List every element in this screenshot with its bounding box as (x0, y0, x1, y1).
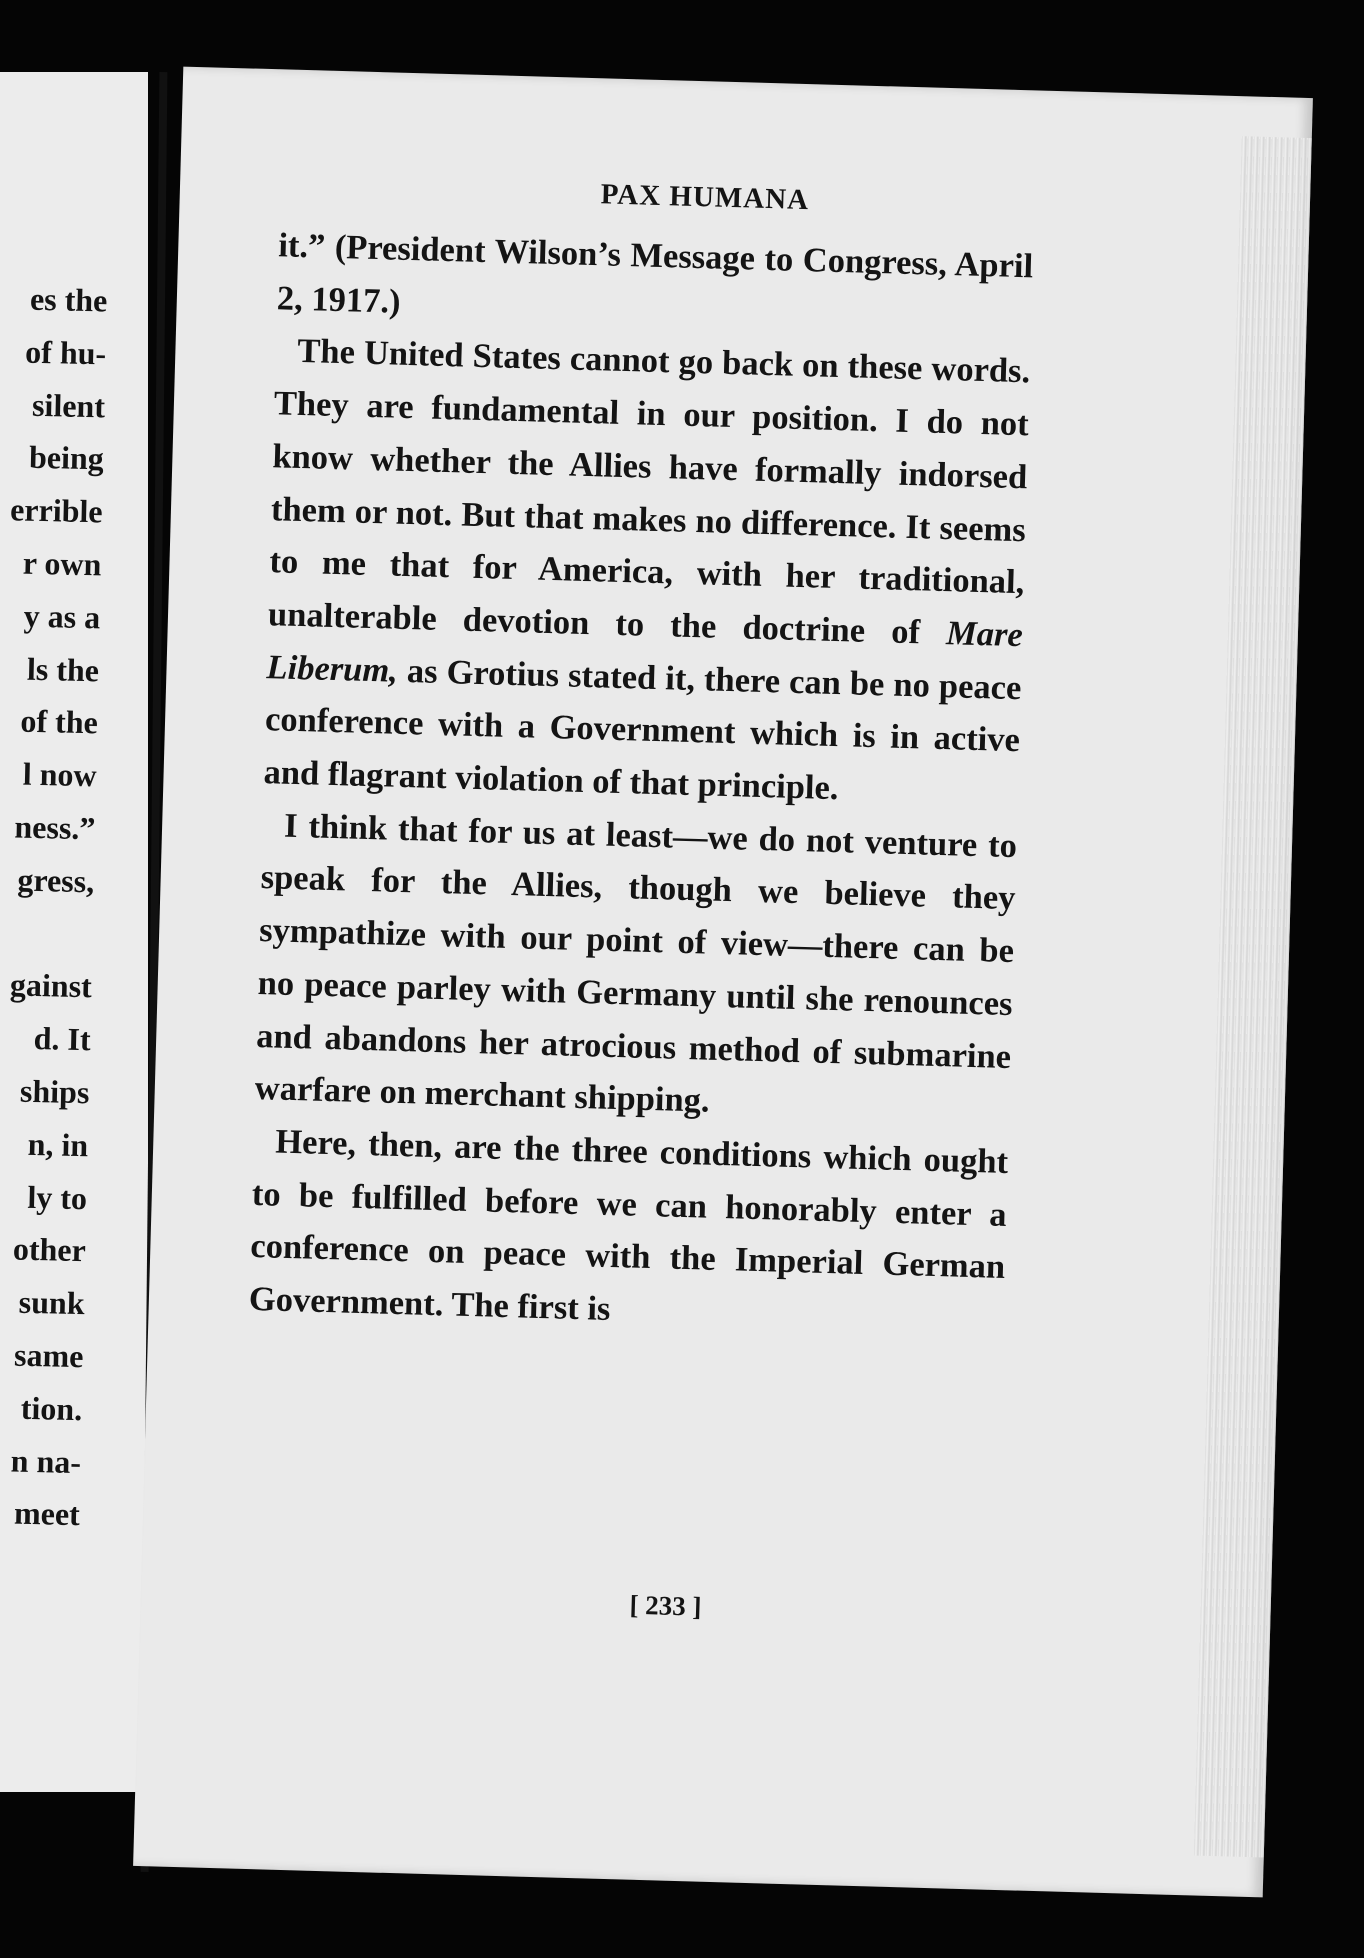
left-line: d. It (33, 1020, 92, 1058)
paragraph-3: I think that for us at least—we do not venture to speak for the Allies, though we believe they sympathize with our point of view—there can be no peace parley with Germany until she renounces and abandons her atrocious method of submarine warfare on merchant shipping. (254, 806, 1018, 1120)
left-line: meet (13, 1494, 81, 1533)
left-line: errible (9, 491, 103, 530)
left-line: n na- (10, 1442, 82, 1480)
paragraph-2 (263, 325, 1031, 820)
left-line: r own (22, 544, 102, 583)
left-line: es the (29, 280, 108, 319)
paragraph-2-text: The United States cannot go back on these words. They are fundamental in our position. I do not know whether the Allies have formally indorsed them or not. But that makes no difference. It seems to me that for America, with her traditional, unalterable devotion to the doctrine of (267, 332, 1031, 653)
running-head: PAX HUMANA (600, 178, 810, 217)
paragraph-1: it.” (President Wilson’s Message to Congress, April 2, 1917.) (276, 226, 1034, 321)
paragraph-2-text-end: as Grotius stated it, there can be no peace conference with a Government which is in active and flagrant violation of that principle. (263, 651, 1022, 808)
left-line: same (13, 1336, 84, 1375)
left-line: of hu- (24, 333, 107, 372)
left-line: tion. (20, 1389, 83, 1427)
left-line: other (12, 1230, 87, 1269)
paragraph-2-italic: Mare Liberum, (266, 614, 1024, 690)
left-line: sunk (18, 1283, 86, 1322)
left-line: y as a (23, 597, 101, 636)
left-line: n, in (27, 1125, 89, 1163)
left-line: silent (31, 386, 106, 425)
body-text (248, 219, 1034, 1346)
left-line: ships (19, 1072, 90, 1111)
page-edges (1194, 136, 1312, 1857)
left-line: l now (22, 755, 98, 794)
left-line: ly to (27, 1178, 88, 1216)
paragraph-4: Here, then, are the three conditions which ought to be fulfilled before we can honorably enter a conference on peace with the Imperial German Government. The first is (248, 1122, 1009, 1329)
left-page-text (0, 272, 108, 1541)
left-line (0, 905, 94, 960)
left-line: of the (20, 702, 99, 741)
right-page (133, 67, 1313, 1898)
left-line: ls the (26, 650, 100, 688)
left-line: gress, (17, 861, 95, 900)
left-line: gainst (9, 966, 93, 1005)
left-line: ness.” (14, 808, 96, 847)
left-line: being (28, 439, 105, 477)
page-number: [ 233 ] (629, 1589, 702, 1622)
left-facing-page (0, 72, 148, 1792)
